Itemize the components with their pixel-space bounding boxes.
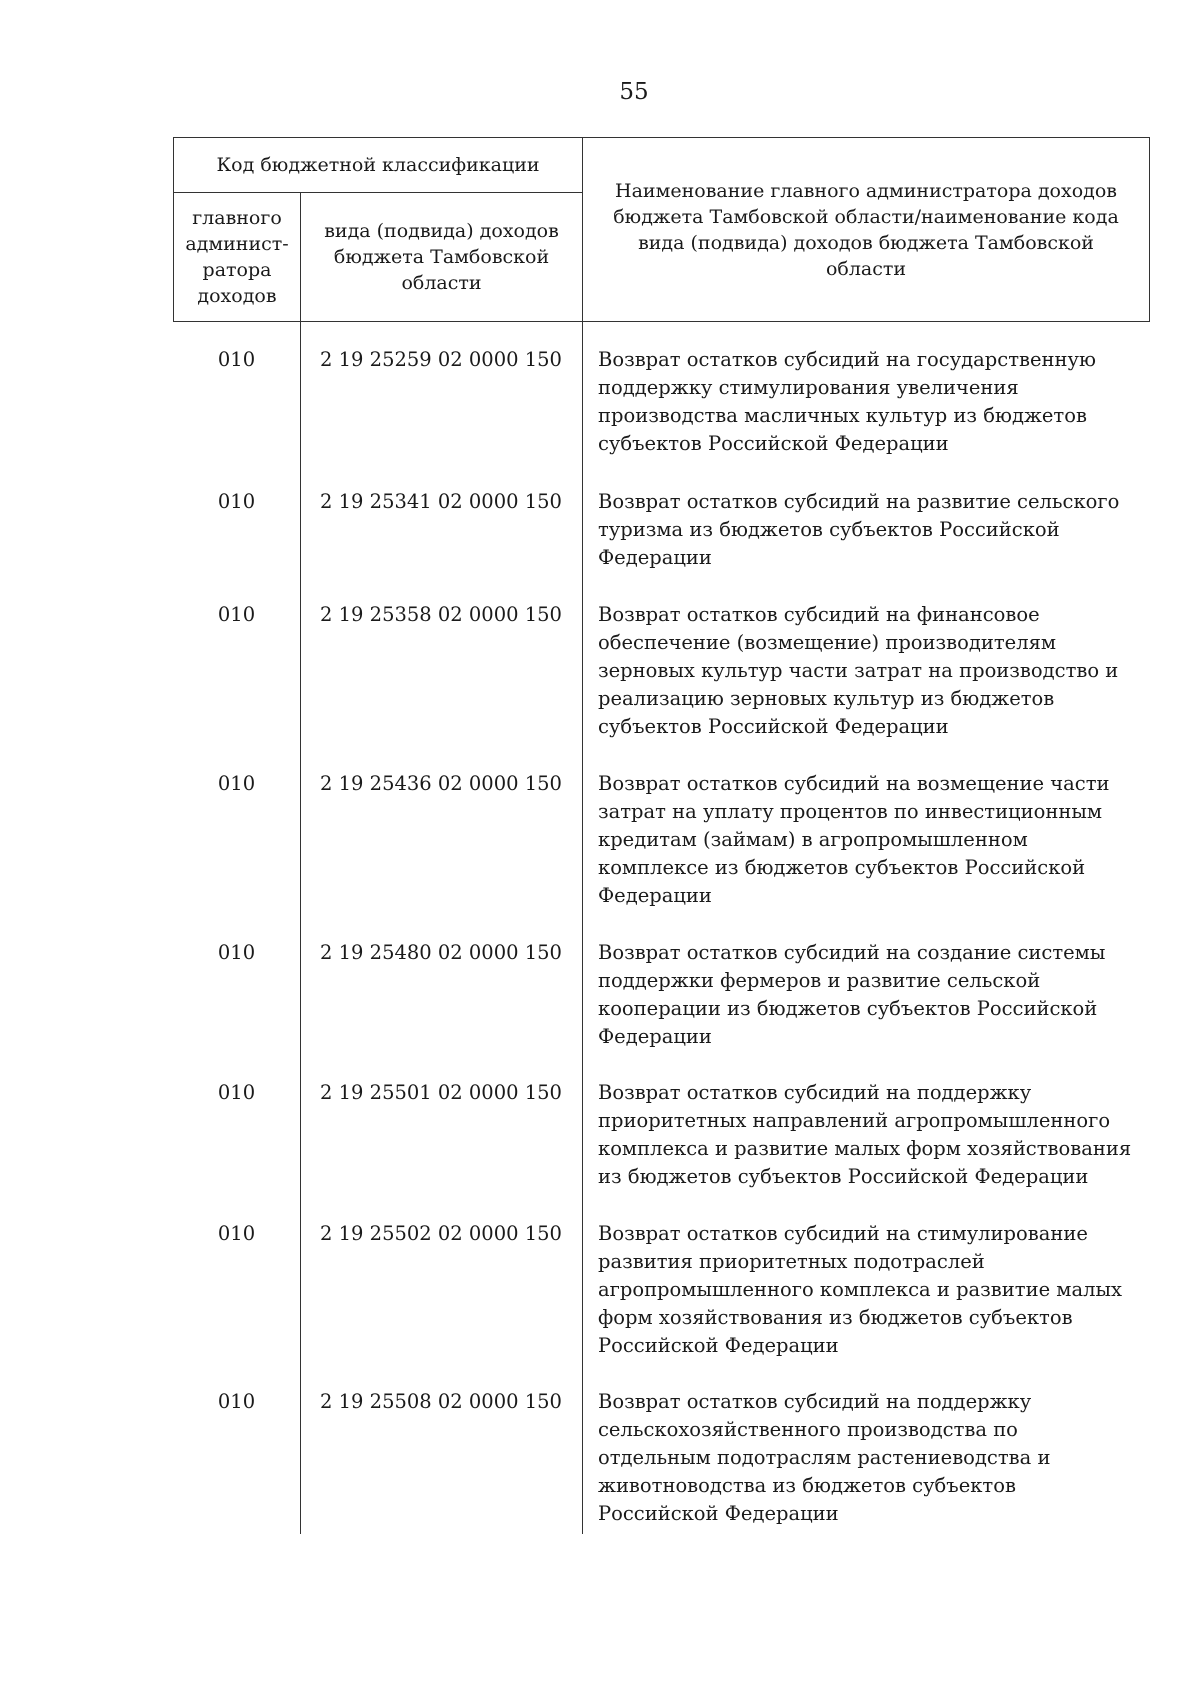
description-line: Российской Федерации <box>598 1334 839 1357</box>
header-admin-line: главного <box>192 207 282 229</box>
description-line: Возврат остатков субсидий на создание системы <box>598 941 1106 964</box>
income-description <box>598 488 1143 572</box>
description-line: Возврат остатков субсидий на поддержку <box>598 1081 1032 1104</box>
header-admin-line: админист- <box>185 233 289 255</box>
description-line: Федерации <box>598 546 712 569</box>
description-line: Российской Федерации <box>598 1502 839 1525</box>
income-code: 2 19 25259 02 0000 150 <box>320 348 562 371</box>
income-code: 2 19 25502 02 0000 150 <box>320 1222 562 1245</box>
income-code: 2 19 25501 02 0000 150 <box>320 1081 562 1104</box>
header-name-line: Наименование главного администратора доходов <box>615 179 1117 202</box>
header-name-line: области <box>825 257 907 280</box>
income-description <box>598 1220 1143 1360</box>
income-description <box>598 601 1143 741</box>
description-line: поддержку стимулирования увеличения <box>598 376 1019 399</box>
income-code: 2 19 25341 02 0000 150 <box>320 490 562 513</box>
description-line: отдельным подотраслям растениеводства и <box>598 1446 1051 1469</box>
income-code: 2 19 25358 02 0000 150 <box>320 603 562 626</box>
income-description <box>598 939 1143 1051</box>
income-description <box>598 1388 1143 1528</box>
description-line: производства масличных культур из бюджетов <box>598 404 1087 427</box>
description-line: сельскохозяйственного производства по <box>598 1418 1018 1441</box>
description-line: субъектов Российской Федерации <box>598 432 949 455</box>
header-name-line: бюджета Тамбовской области/наименование кода <box>613 205 1119 228</box>
header-kind-line: области <box>401 272 482 294</box>
description-line: кредитам (займам) в агропромышленном <box>598 828 1028 851</box>
description-line: агропромышленного комплекса и развитие малых <box>598 1278 1123 1301</box>
description-line: Возврат остатков субсидий на развитие сельского <box>598 490 1120 513</box>
description-line: туризма из бюджетов субъектов Российской <box>598 518 1060 541</box>
admin-code: 010 <box>217 772 256 795</box>
admin-code: 010 <box>217 603 256 626</box>
description-line: комплексе из бюджетов субъектов Российской <box>598 856 1086 879</box>
description-line: поддержки фермеров и развитие сельской <box>598 969 1041 992</box>
admin-code: 010 <box>217 490 256 513</box>
admin-code: 010 <box>217 348 256 371</box>
description-line: Возврат остатков субсидий на финансовое <box>598 603 1040 626</box>
description-line: реализацию зерновых культур из бюджетов <box>598 687 1055 710</box>
header-name-line: вида (подвида) доходов бюджета Тамбовской <box>638 231 1094 254</box>
income-code: 2 19 25480 02 0000 150 <box>320 941 562 964</box>
header-kind-line: вида (подвида) доходов <box>324 220 559 242</box>
description-line: комплекса и развитие малых форм хозяйствования <box>598 1137 1132 1160</box>
description-line: зерновых культур части затрат на производство и <box>598 659 1119 682</box>
admin-code: 010 <box>217 1222 256 1245</box>
page-number: 55 <box>619 79 649 105</box>
description-line: животноводства из бюджетов субъектов <box>598 1474 1016 1497</box>
table-header <box>173 137 1150 322</box>
header-admin-column <box>174 193 301 322</box>
description-line: форм хозяйствования из бюджетов субъектов <box>598 1306 1073 1329</box>
admin-code: 010 <box>217 1081 256 1104</box>
header-kind-column <box>301 193 583 322</box>
income-code: 2 19 25508 02 0000 150 <box>320 1390 562 1413</box>
description-line: Возврат остатков субсидий на поддержку <box>598 1390 1032 1413</box>
description-line: затрат на уплату процентов по инвестиционным <box>598 800 1103 823</box>
description-line: Федерации <box>598 884 712 907</box>
description-line: обеспечение (возмещение) производителям <box>598 631 1057 654</box>
income-description <box>598 1079 1143 1191</box>
description-line: субъектов Российской Федерации <box>598 715 949 738</box>
description-line: Возврат остатков субсидий на стимулирование <box>598 1222 1088 1245</box>
description-line: Возврат остатков субсидий на возмещение части <box>598 772 1110 795</box>
header-admin-line: доходов <box>197 285 277 307</box>
description-line: приоритетных направлений агропромышленного <box>598 1109 1111 1132</box>
description-line: из бюджетов субъектов Российской Федерации <box>598 1165 1089 1188</box>
column-divider <box>582 322 583 1534</box>
header-admin-line: ратора <box>202 259 272 281</box>
header-name-column <box>583 138 1150 322</box>
description-line: Возврат остатков субсидий на государственную <box>598 348 1096 371</box>
description-line: развития приоритетных подотраслей <box>598 1250 985 1273</box>
income-description <box>598 346 1143 458</box>
income-code: 2 19 25436 02 0000 150 <box>320 772 562 795</box>
header-group-title: Код бюджетной классификации <box>174 138 583 193</box>
description-line: кооперации из бюджетов субъектов Российской <box>598 997 1098 1020</box>
description-line: Федерации <box>598 1025 712 1048</box>
admin-code: 010 <box>217 941 256 964</box>
header-kind-line: бюджета Тамбовской <box>333 246 550 268</box>
admin-code: 010 <box>217 1390 256 1413</box>
income-description <box>598 770 1143 910</box>
